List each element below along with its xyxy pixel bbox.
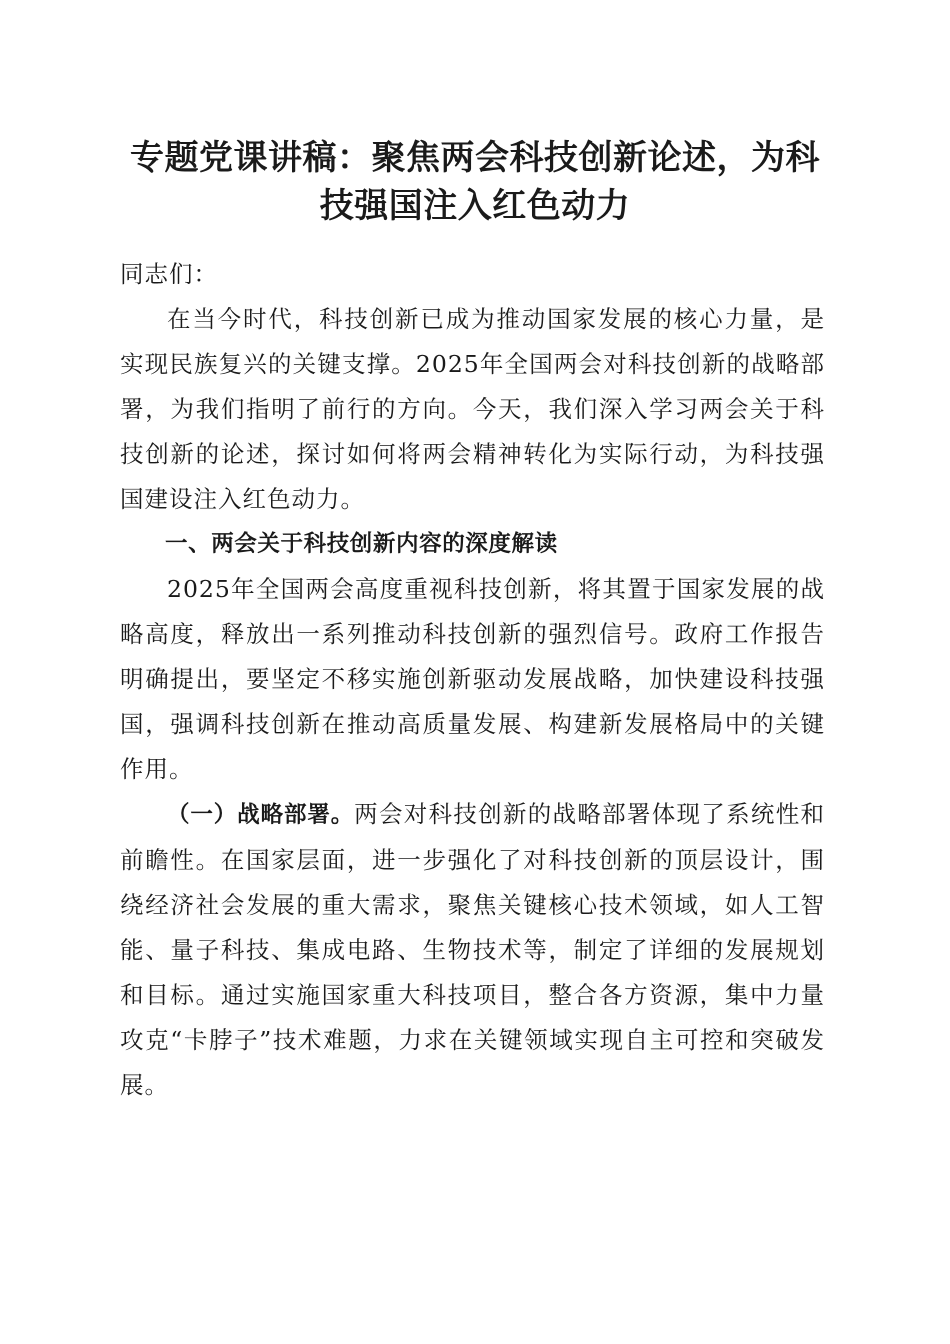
section-1-heading: 一、两会关于科技创新内容的深度解读 xyxy=(165,531,558,557)
intro-paragraph: 在当今时代，科技创新已成为推动国家发展的核心力量，是实现民族复兴的关键支撑。2025年全国两会对科技创新的战略部署，为我们指明了前行的方向。今天，我们深入学习两会关于科技创新的论述，探讨如何将两会精神转化为实际行动，为科技强国建设注入红色动力。 xyxy=(120,305,825,513)
document-title xyxy=(110,134,840,230)
salutation: 同志们： xyxy=(120,260,218,288)
title-line-2: 技强国注入红色动力 xyxy=(319,186,631,226)
section-1-paragraph: 2025年全国两会高度重视科技创新，将其置于国家发展的战略高度，释放出一系列推动科技创新的强烈信号。政府工作报告明确提出，要坚定不移实施创新驱动发展战略，加快建设科技强国，强调科技创新在推动高质量发展、构建新发展格局中的关键作用。 xyxy=(120,575,825,783)
title-line-1: 专题党课讲稿：聚焦两会科技创新论述，为科 xyxy=(130,138,820,178)
subsection-1-paragraph xyxy=(120,792,825,1108)
subsection-1-lead: （一）战略部署。 xyxy=(167,802,355,828)
document-body xyxy=(120,252,825,1108)
subsection-1-text: 两会对科技创新的战略部署体现了系统性和前瞻性。在国家层面，进一步强化了对科技创新的顶层设计，围绕经济社会发展的重大需求，聚焦关键核心技术领域，如人工智能、量子科技、集成电路、生物技术等，制定了详细的发展规划和目标。通过实施国家重大科技项目，整合各方资源，集中力量攻克“卡脖子”技术难题，力求在关键领域实现自主可控和突破发展。 xyxy=(120,800,825,1099)
